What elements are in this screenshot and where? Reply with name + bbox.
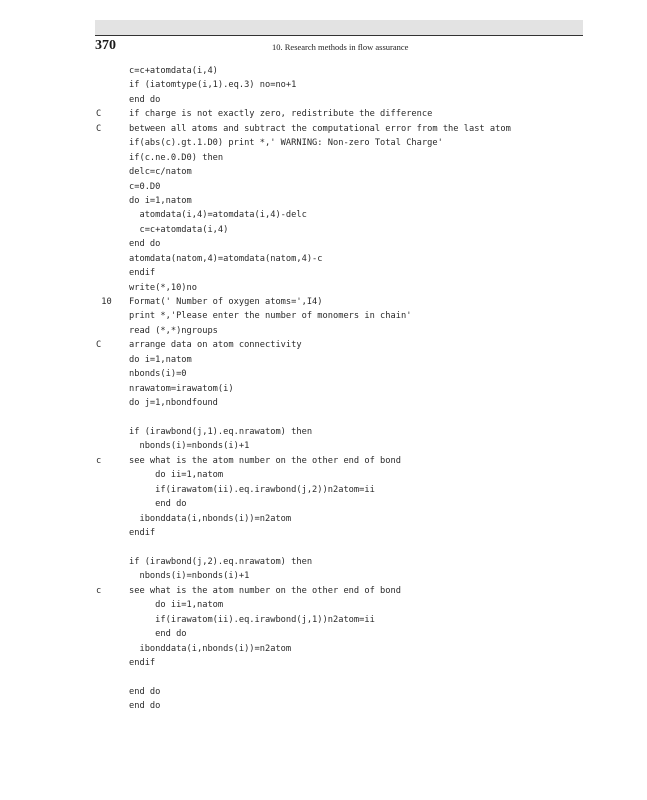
code-line [0,151,647,165]
code-text: end do [129,239,161,250]
code-text: end do [129,499,187,510]
code-text: end do [129,686,161,697]
code-text: arrange data on atom connectivity [129,340,302,351]
code-line [0,699,647,713]
line-label: 10 [96,297,112,307]
code-line [0,396,647,410]
code-text: do ii=1,natom [129,600,224,611]
code-line [0,598,647,612]
code-text: if (iatomtype(i,1).eq.3) no=no+1 [129,80,297,91]
code-text: nbonds(i)=0 [129,369,187,380]
code-text: do ii=1,natom [129,470,224,481]
code-line [0,266,647,280]
line-label: c [96,455,102,466]
line-label: c [96,585,102,596]
code-text: if(c.ne.0.D0) then [129,152,224,163]
code-line [0,353,647,367]
code-line [0,295,647,309]
code-text: read (*,*)ngroups [129,325,218,336]
code-line [0,107,647,121]
code-line [0,165,647,179]
code-text: end do [129,701,161,712]
code-text: if (irawbond(j,2).eq.nrawatom) then [129,556,313,567]
code-line [0,93,647,107]
code-line [0,324,647,338]
code-text: do i=1,natom [129,195,192,206]
page-number: 370 [95,38,116,53]
code-line [0,281,647,295]
code-text: ibonddata(i,nbonds(i))=n2atom [129,513,292,524]
code-text: see what is the atom number on the other end of bond [129,455,401,466]
code-text: if(irawatom(ii).eq.irawbond(j,1))n2atom=ii [129,614,375,625]
code-text: print *,'Please enter the number of monomers in chain' [129,311,412,322]
code-line [0,180,647,194]
code-line [0,411,647,425]
code-line [0,439,647,453]
code-text: nbonds(i)=nbonds(i)+1 [129,571,250,582]
code-line [0,78,647,92]
code-line [0,584,647,598]
code-text: delc=c/natom [129,167,192,178]
code-line [0,382,647,396]
code-line [0,425,647,439]
line-label: C [96,340,102,351]
code-line [0,136,647,150]
code-text: do i=1,natom [129,354,192,365]
code-line [0,237,647,251]
code-line [0,468,647,482]
code-line [0,454,647,468]
code-listing [0,64,647,714]
line-label: C [96,123,102,134]
code-text: c=0.D0 [129,181,161,192]
code-text: endif [129,268,156,279]
code-text: atomdata(i,4)=atomdata(i,4)-delc [129,210,307,221]
code-text: see what is the atom number on the other end of bond [129,585,401,596]
code-line [0,208,647,222]
code-text: write(*,10)no [129,282,197,293]
code-text: between all atoms and subtract the computational error from the last atom [129,123,511,134]
code-line [0,122,647,136]
code-text: endif [129,528,156,538]
code-text: if (irawbond(j,1).eq.nrawatom) then [129,426,313,437]
code-line [0,223,647,237]
code-text: if(abs(c).gt.1.D0) print *,' WARNING: Non-zero Total Charge' [129,138,443,149]
code-line [0,367,647,381]
code-line [0,613,647,627]
code-line [0,338,647,352]
code-line [0,670,647,684]
code-text: nrawatom=irawatom(i) [129,383,234,394]
code-line [0,540,647,554]
code-text: Format(' Number of oxygen atoms=',I4) [129,297,323,307]
header-bar [95,20,583,35]
code-text: ibonddata(i,nbonds(i))=n2atom [129,643,292,654]
code-text: endif [129,657,156,668]
code-line [0,497,647,511]
header-rule [95,35,583,36]
code-line [0,685,647,699]
code-text: nbonds(i)=nbonds(i)+1 [129,441,250,452]
code-text: c=c+atomdata(i,4) [129,66,218,76]
running-head: 10. Research methods in flow assurance [272,42,409,52]
code-line [0,569,647,583]
code-text: end do [129,94,161,105]
code-text: if charge is not exactly zero, redistribute the difference [129,109,433,120]
code-text: atomdata(natom,4)=atomdata(natom,4)-c [129,253,323,264]
code-line [0,656,647,670]
code-text: c=c+atomdata(i,4) [129,224,229,235]
code-line [0,194,647,208]
code-line [0,627,647,641]
code-text: do j=1,nbondfound [129,398,218,409]
code-line [0,252,647,266]
code-line [0,309,647,323]
code-line [0,512,647,526]
code-line [0,642,647,656]
code-line [0,483,647,497]
code-text: if(irawatom(ii).eq.irawbond(j,2))n2atom=ii [129,484,375,495]
code-text: end do [129,629,187,640]
code-line [0,64,647,78]
code-line [0,555,647,569]
code-line [0,526,647,540]
line-label: C [96,109,102,120]
